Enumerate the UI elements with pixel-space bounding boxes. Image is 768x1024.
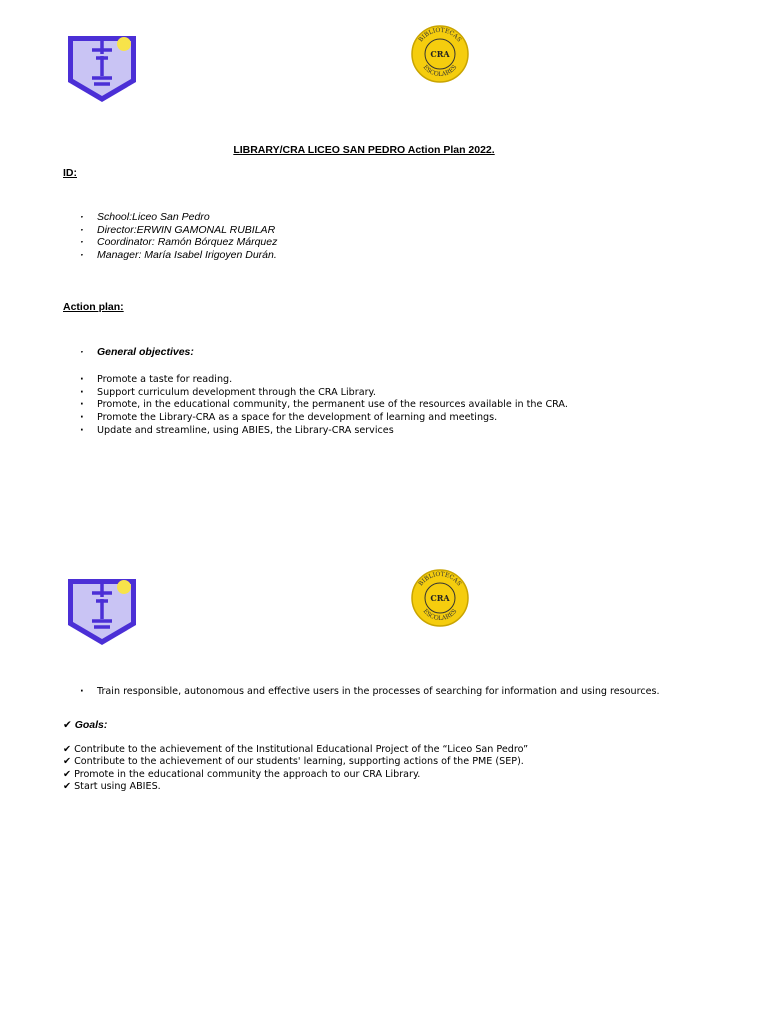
- action-plan-heading: Action plan:: [63, 301, 124, 313]
- list-item: · Support curriculum development through the CRA Library.: [80, 387, 568, 400]
- id-list: [80, 211, 277, 262]
- goal-item: ✔ Promote in the educational community the approach to our CRA Library.: [63, 768, 421, 780]
- goals-heading: ✔ Goals:: [63, 719, 108, 731]
- svg-text:BIBLIOTECAS: BIBLIOTECAS: [417, 26, 463, 44]
- general-objectives-label: · General objectives:: [80, 346, 194, 359]
- page2-objectives-list: [80, 686, 660, 699]
- cra-seal-logo: [410, 568, 470, 628]
- list-item: · Promote a taste for reading.: [80, 374, 568, 387]
- general-objectives-list: [80, 346, 194, 359]
- goal-item: ✔ Start using ABIES.: [63, 781, 161, 793]
- document-title: LIBRARY/CRA LICEO SAN PEDRO Action Plan 2022.: [233, 144, 495, 156]
- svg-text:ESCOLARES: ESCOLARES: [421, 63, 459, 79]
- list-item: · Promote the Library-CRA as a space for the development of learning and meetings.: [80, 412, 568, 425]
- svg-text:CRA: CRA: [430, 49, 450, 59]
- svg-text:BIBLIOTECAS: BIBLIOTECAS: [417, 570, 463, 588]
- svg-text:CRA: CRA: [430, 593, 450, 603]
- goals-list: [63, 744, 528, 794]
- list-item: · Train responsible, autonomous and effective users in the processes of searching for information and using resources.: [80, 686, 660, 699]
- list-item: · Promote, in the educational community, the permanent use of the resources available in the CRA.: [80, 399, 568, 412]
- cra-seal-logo: [410, 24, 470, 84]
- goal-item: ✔ Contribute to the achievement of the Institutional Educational Project of the “Liceo San Pedro”: [63, 744, 529, 755]
- list-item: · Director:ERWIN GAMONAL RUBILAR: [80, 224, 277, 237]
- list-item: · Update and streamline, using ABIES, the Library-CRA services: [80, 425, 568, 438]
- id-heading: ID:: [63, 167, 77, 179]
- svg-text:ESCOLARES: ESCOLARES: [421, 607, 459, 623]
- list-item: · School:Liceo San Pedro: [80, 211, 277, 224]
- list-item: · Manager: María Isabel Irigoyen Durán.: [80, 249, 277, 262]
- school-shield-logo: [66, 577, 138, 647]
- list-item: · Coordinator: Ramón Bórquez Márquez: [80, 236, 277, 249]
- goal-item: ✔ Contribute to the achievement of our students' learning, supporting actions of the PME (SEP).: [63, 756, 524, 768]
- school-shield-logo: [66, 34, 138, 104]
- objectives-list: [80, 374, 568, 438]
